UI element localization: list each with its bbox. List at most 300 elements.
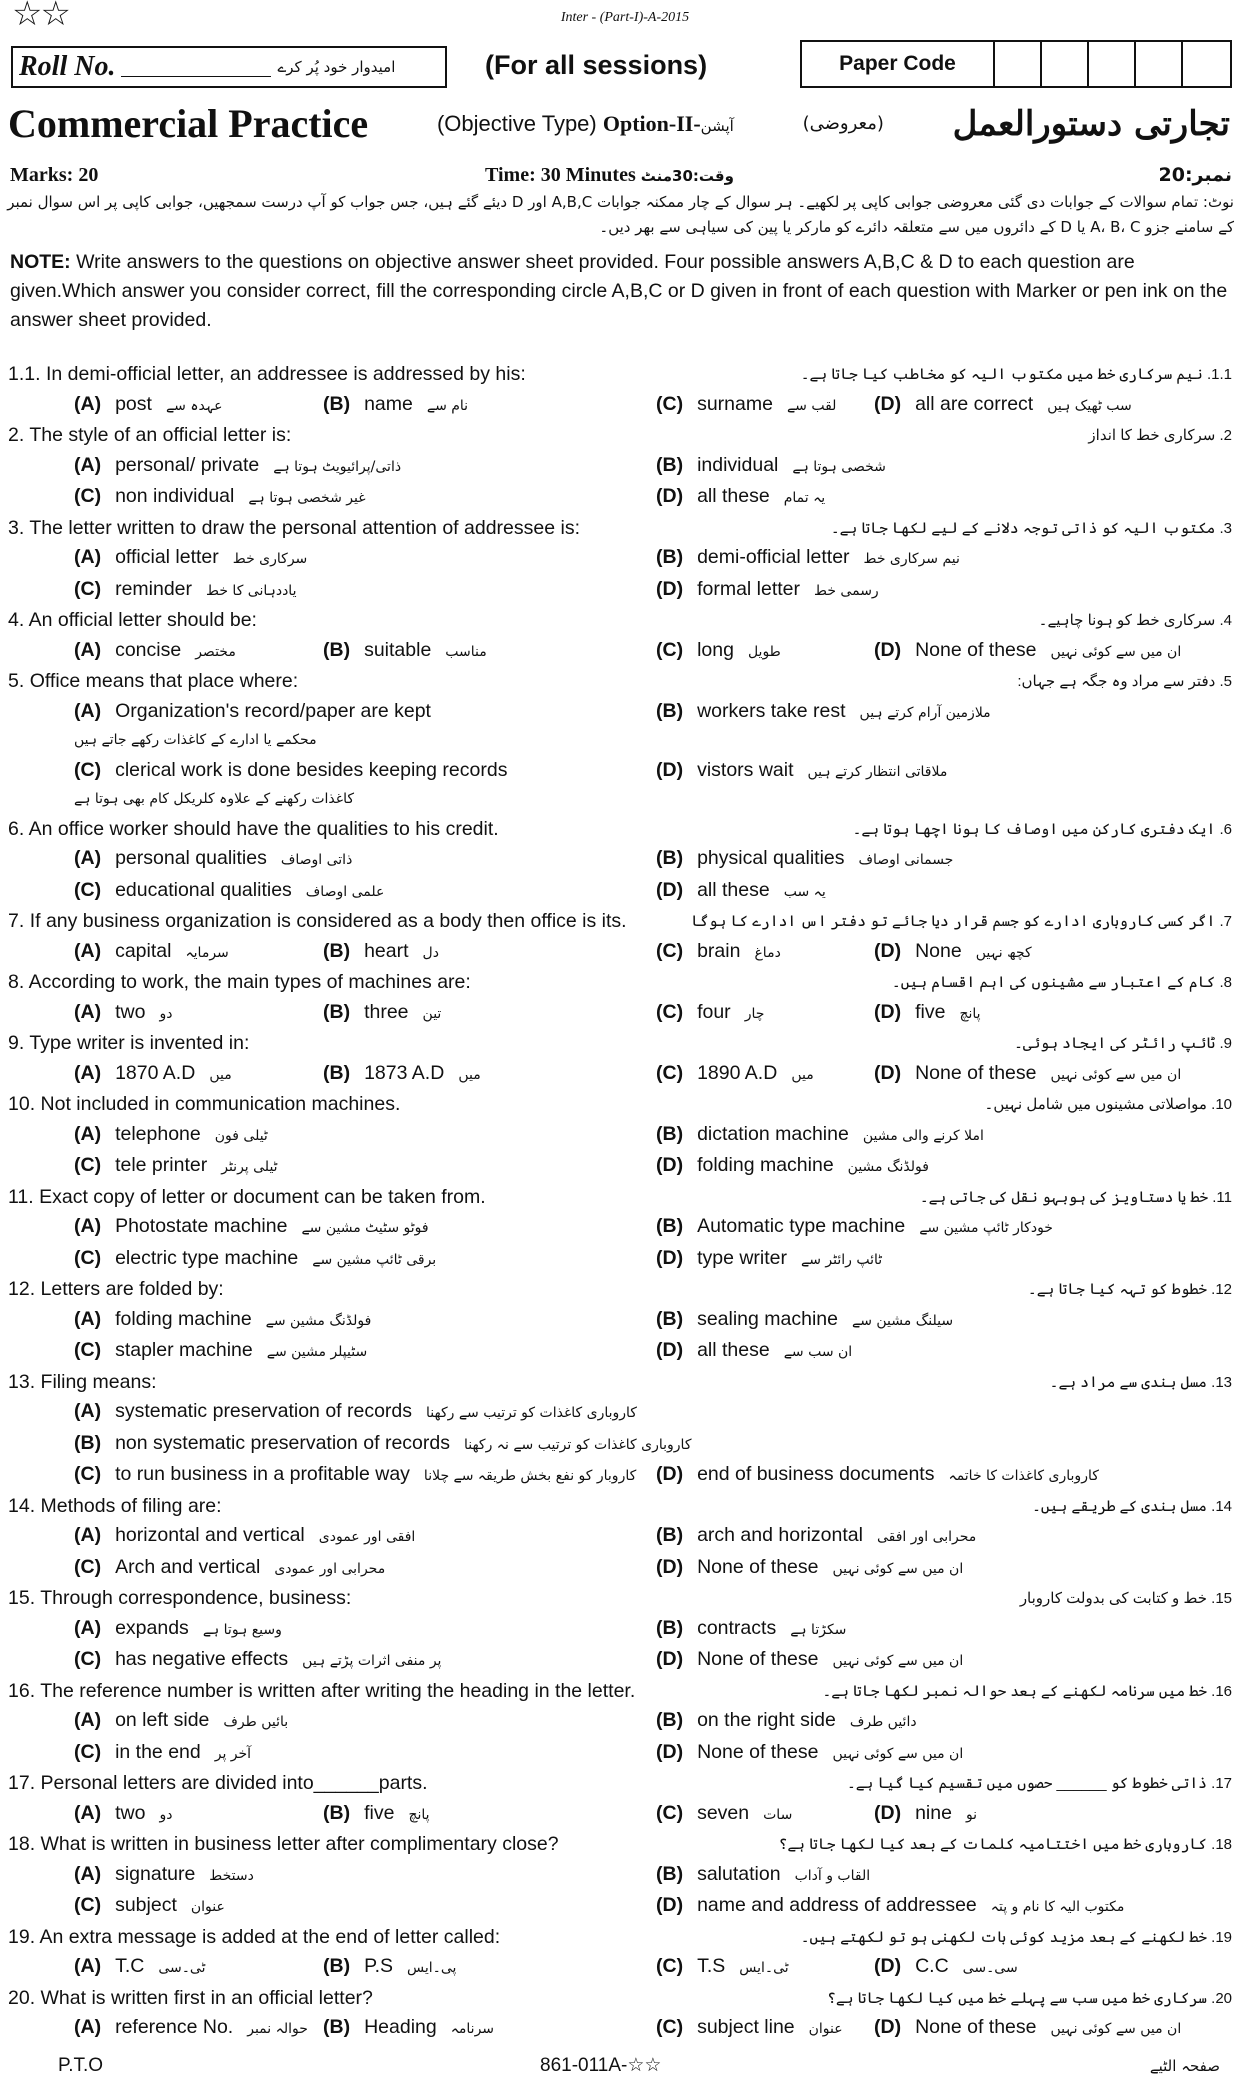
option-english: Automatic type machine [697,1215,906,1237]
question-english: Personal letters are divided into______parts. [40,1772,428,1794]
question-number: 10. [8,1093,36,1115]
option-urdu: عنوان [808,2021,843,2037]
option-a[interactable] [74,1860,656,1892]
option-label: (B) [656,1215,684,1237]
option-label: (B) [656,1862,684,1885]
option-urdu: سرمایہ [185,944,229,961]
option-english: four [697,1000,731,1023]
question-number: 17. [8,1772,36,1794]
option-english: T.S [697,1955,726,1977]
option-english: T.C [115,1955,145,1977]
option-c[interactable] [74,482,656,514]
option-english: subject [115,1894,177,1916]
option-label: (D) [656,1894,684,1916]
option-c[interactable] [74,1336,656,1368]
question-number-urdu: 3 [1223,519,1232,537]
options-line [0,1891,1250,1923]
question-number: 4. [8,609,25,631]
question-text [8,968,471,998]
question-english: Letters are folded by: [40,1278,224,1300]
option-c[interactable] [656,937,874,969]
option-label: (A) [74,546,102,568]
option-d[interactable] [656,1891,1234,1923]
option-urdu: نو [965,1806,978,1823]
option-urdu: سب ٹھیک ہیں [1047,397,1132,414]
option-label: (C) [74,878,102,901]
option-d[interactable] [656,1645,1234,1677]
option-label: (A) [74,1709,102,1731]
option-urdu: پر منفی اثرات پڑتے ہیں [302,1653,442,1669]
option-english: five [364,1801,395,1824]
question-english: Type writer is invented in: [29,1032,250,1054]
option-c[interactable] [656,636,874,668]
paper-code-cell[interactable] [1136,42,1183,86]
option-english: seven [697,1801,750,1824]
paper-code-cell[interactable] [1089,42,1136,86]
question-text-urdu: سرکاری خط کا انداز [1088,427,1216,444]
option-a[interactable] [74,1212,656,1244]
option-label: (B) [323,1000,351,1023]
option-c[interactable] [74,1244,656,1276]
option-c[interactable] [74,1738,656,1770]
option-urdu: ٹیلی پرنٹر [221,1159,278,1175]
option-english: dictation machine [697,1122,849,1145]
option-c[interactable] [656,998,874,1030]
option-c[interactable] [74,876,656,908]
option-c[interactable] [74,1553,656,1585]
question-line [0,1584,1250,1614]
question-number: 9. [8,1032,25,1054]
turn-page-urdu: صفحہ الٹیے [1149,2056,1220,2075]
question-urdu: 10. مواصلاتی مشینوں میں شامل نہیں۔ [984,1096,1232,1113]
options-line [0,876,1250,908]
time-allowed [485,164,734,187]
option-c[interactable] [74,1460,656,1492]
objective-urdu: (معروضی) [802,113,884,134]
question-number-urdu: 2 [1223,427,1232,444]
option-urdu: تین [422,1005,442,1022]
option-a[interactable] [74,1305,656,1337]
paper-code-cell[interactable] [1183,42,1230,86]
option-a[interactable] [74,543,656,575]
option-label: (D) [656,1246,684,1269]
roll-number-box[interactable] [11,46,447,88]
question-number: 6. [8,817,25,840]
option-urdu: جسمانی اوصاف [858,852,954,868]
option-b[interactable] [323,1799,656,1831]
question-line [0,1492,1250,1522]
options-line [0,1553,1250,1585]
option-english: Heading [364,2016,437,2038]
question-text [8,1183,486,1213]
option-english: electric type machine [115,1246,299,1269]
exam-series: Inter - (Part-I)-A-2015 [560,10,690,25]
question-text-urdu: اگر کسی کاروباری ادارے کو جسم قرار دیا جائے تو دفتر اس ادارے کا ہوگا [691,913,1216,930]
option-urdu: میں [458,1066,481,1083]
option-a[interactable] [74,1521,656,1553]
option-b[interactable] [656,1120,1234,1152]
option-urdu: ان میں سے کوئی نہیں [1050,1066,1182,1083]
option-urdu: برقی ٹائپ مشین سے [312,1251,437,1268]
question-line [0,667,1250,697]
question-text [8,1584,351,1614]
option-english: official letter [115,546,219,568]
options-line [0,1305,1250,1337]
question-number: 18. [8,1833,36,1855]
option-b[interactable] [323,937,656,969]
option-english: long [697,638,734,661]
question-text-urdu: ذاتی خطوط کو ______ حصوں میں تقسیم کیا گیا ہے۔ [846,1775,1207,1792]
option-c[interactable] [74,756,656,815]
roll-number-field[interactable] [121,57,271,77]
question-text [8,1984,373,2014]
option-a[interactable] [74,2013,323,2045]
option-urdu: میں [791,1066,814,1083]
option-english: brain [697,939,741,962]
option-label: (D) [874,638,902,661]
question-line [0,1923,1250,1953]
option-d[interactable] [874,998,1234,1030]
question-line [0,907,1250,937]
option-c[interactable] [656,1952,874,1984]
option-b[interactable] [656,1305,1234,1337]
question-text-urdu: خط میں سرنامہ لکھنے کے بعد حوالہ نمبر لکھا جاتا ہے۔ [822,1682,1207,1700]
option-label: (C) [74,1894,102,1916]
options-line [0,1059,1250,1091]
question-number-urdu: 13 [1215,1373,1232,1391]
paper-code-box[interactable] [800,40,1232,88]
question-text [8,1029,249,1059]
option-c[interactable] [656,1059,874,1091]
question-urdu: 15. خط و کتابت کی بدولت کاروبار [1019,1590,1232,1607]
option-label: (C) [656,1000,684,1023]
question-line [0,1090,1250,1120]
question-urdu: 4. سرکاری خط کو ہونا چاہیے۔ [1038,612,1232,629]
option-english: reference No. [115,2016,234,2038]
question-english: An extra message is added at the end of letter called: [39,1925,501,1948]
option-english: sealing machine [697,1307,838,1330]
options-line [0,844,1250,876]
options-line [0,1460,1250,1492]
question-english: In demi-official letter, an addressee is addressed by his: [45,363,526,385]
option-urdu: کاغذات رکھنے کے علاوہ کلریکل کام بھی ہوتا ہے [74,791,354,807]
paper-code-cell[interactable] [995,42,1042,86]
option-c[interactable] [74,1151,656,1183]
options-line [0,543,1250,575]
option-d[interactable] [874,636,1234,668]
option-a[interactable] [74,1397,1234,1429]
option-label: (B) [656,1122,684,1145]
option-a[interactable] [74,390,323,422]
option-label: (C) [74,1339,102,1361]
question-text-urdu: خط و کتابت کی بدولت کاروبار [1019,1590,1207,1607]
option-english: None of these [915,638,1037,661]
option-english: capital [115,939,172,962]
option-urdu: رسمی خط [814,582,879,599]
question-english: Methods of filing are: [40,1494,222,1517]
option-english: formal letter [697,577,801,600]
option-a[interactable] [74,1059,323,1091]
option-c[interactable] [74,1891,656,1923]
option-b[interactable] [656,451,1234,483]
option-label: (D) [656,577,684,600]
option-label: (A) [74,392,102,415]
option-english: post [115,392,152,415]
option-urdu: سرکاری خط [232,551,308,567]
question-number: 14. [8,1494,36,1517]
question-line [0,606,1250,636]
option-a[interactable] [74,1120,656,1152]
roll-instruction-urdu: امیدوار خود پُر کرے [277,58,396,76]
option-urdu: سیلنگ مشین سے [852,1312,954,1329]
option-a[interactable] [74,697,656,756]
option-d[interactable] [874,1059,1234,1091]
option-english: non individual [115,485,235,507]
option-label: (C) [74,1555,102,1578]
option-d[interactable] [874,390,1234,422]
option-b[interactable] [656,1212,1234,1244]
question-number: 13. [8,1370,36,1393]
option-d[interactable] [874,2013,1234,2045]
option-urdu: آخر پر [214,1745,252,1762]
option-c[interactable] [656,1799,874,1831]
option-d[interactable] [874,1952,1234,1984]
option-english: None of these [915,1061,1037,1084]
question-number: 1.1. [8,363,41,385]
option-c[interactable] [74,575,656,607]
option-a[interactable] [74,1614,656,1646]
option-urdu: دو [159,1806,173,1823]
option-b[interactable] [656,697,1234,756]
question-text [8,421,291,451]
option-label: (A) [74,1215,102,1237]
question-number: 5. [8,670,25,692]
option-b[interactable] [74,1429,1234,1461]
question-number-urdu: 8 [1223,974,1232,991]
question-line [0,1830,1250,1860]
option-english: clerical work is done besides keeping records [115,758,508,781]
option-d[interactable] [656,876,1234,908]
option-urdu: فولڈنگ مشین سے [265,1312,372,1329]
option-b[interactable] [323,2013,656,2045]
question-text-urdu: خط یا دستاویز کی ہوبہو نقل کی جاتی ہے۔ [919,1188,1209,1206]
option-urdu: محکمے یا ادارے کے کاغذات رکھے جاتے ہیں [74,732,317,748]
roll-label: Roll No. [19,51,116,82]
option-d[interactable] [656,1244,1234,1276]
option-d[interactable] [656,756,1234,815]
option-d[interactable] [656,575,1234,607]
option-urdu: عنوان [190,1899,225,1915]
question-urdu: 18. کاروباری خط میں اختتامیہ کلمات کے بعد کیا لکھا جاتا ہے؟ [778,1836,1232,1853]
question-english: Through correspondence, business: [40,1587,352,1609]
option-urdu: ان میں سے کوئی نہیں [1050,643,1182,660]
question-text [8,667,298,697]
option-c[interactable] [656,390,874,422]
option-c[interactable] [74,1645,656,1677]
option-label: (C) [656,1061,684,1084]
question-english: Office means that place where: [29,670,299,692]
option-label: (A) [74,638,102,661]
question-number: 2. [8,424,25,446]
option-b[interactable] [656,844,1234,876]
option-english: individual [697,453,779,476]
option-english: suitable [364,638,432,661]
option-a[interactable] [74,451,656,483]
option-urdu: ان سب سے [783,1344,853,1360]
option-urdu: غیر شخصی ہوتا ہے [248,490,366,506]
option-label: (B) [323,392,351,415]
option-english: folding machine [115,1307,252,1330]
question-number-urdu: 19 [1215,1928,1232,1946]
question-number: 16. [8,1679,36,1702]
question-text [8,815,499,845]
question-english: The letter written to draw the personal attention of addressee is: [29,516,580,539]
option-label: (C) [74,1740,102,1763]
option-d[interactable] [656,1336,1234,1368]
options-line [0,1120,1250,1152]
options-line [0,390,1250,422]
option-label: (C) [656,392,684,415]
option-english: personal/ private [115,453,260,476]
question-number-urdu: 17 [1215,1775,1232,1792]
option-label: (D) [656,1154,684,1176]
question-text [8,1769,428,1799]
option-a[interactable] [74,636,323,668]
option-urdu: ٹیلی فون [214,1127,268,1144]
option-urdu: چار [744,1005,765,1022]
option-label: (D) [874,939,902,962]
option-label: (B) [656,1616,684,1639]
option-label: (D) [874,1061,902,1084]
option-label: (D) [874,1000,902,1023]
question-english: Filing means: [40,1370,157,1393]
question-number-urdu: 18 [1215,1836,1232,1853]
option-a[interactable] [74,844,656,876]
question-number-urdu: 4 [1223,612,1232,629]
option-english: reminder [115,577,193,600]
option-d[interactable] [874,1799,1234,1831]
option-urdu: املا کرنے والی مشین [862,1127,984,1144]
option-english: concise [115,638,182,661]
option-d[interactable] [656,1151,1234,1183]
option-b[interactable] [323,998,656,1030]
option-urdu: ان میں سے کوئی نہیں [1050,2021,1182,2037]
question-english: An office worker should have the qualities to his credit. [28,817,499,840]
question-number: 3. [8,516,25,539]
option-b[interactable] [323,390,656,422]
question-urdu: 20. سرکاری خط میں سب سے پہلے خط میں کیا لکھا جاتا ہے؟ [827,1989,1232,2007]
option-c[interactable] [656,2013,874,2045]
option-urdu: کاروباری کاغذات کا خاتمہ [948,1468,1099,1484]
question-english: What is written first in an official letter? [40,1986,373,2009]
question-number: 8. [8,971,25,993]
option-a[interactable] [74,1952,323,1984]
option-a[interactable] [74,998,323,1030]
options-line [0,1738,1250,1770]
sessions-label: (For all sessions) [485,50,708,80]
option-urdu: آپشن [700,116,734,135]
question-urdu: 1.1. نیم سرکاری خط میں مکتوب الیہ کو مخاطب کیا جاتا ہے۔ [800,366,1232,383]
option-a[interactable] [74,937,323,969]
objective-type [437,111,734,137]
option-label: (A) [74,1061,102,1084]
question-text-urdu: دفتر سے مراد وہ جگہ ہے جہاں: [1017,673,1216,690]
option-urdu: دستخط [209,1867,254,1884]
option-b[interactable] [323,1059,656,1091]
option-english: physical qualities [697,847,845,869]
option-a[interactable] [74,1706,656,1738]
question-text [8,1830,559,1860]
option-label: (B) [323,1061,351,1084]
option-urdu: لقب سے [786,397,837,414]
question-english: The style of an official letter is: [29,424,292,446]
question-urdu: 19. خط لکھنے کے بعد مزید کوئی بات لکھنی ہو تو لکھتے ہیں۔ [800,1928,1232,1946]
option-b[interactable] [656,543,1234,575]
option-b[interactable] [656,1706,1234,1738]
option-english: folding machine [697,1154,834,1176]
option-english: all these [697,485,770,507]
question-english: What is written in business letter after complimentary close? [40,1833,559,1855]
option-label: (C) [656,1955,684,1977]
question-line [0,1183,1250,1213]
option-label: (A) [74,847,102,869]
option-a[interactable] [74,1799,323,1831]
options-line [0,1244,1250,1276]
option-b[interactable] [323,636,656,668]
option-b[interactable] [656,1860,1234,1892]
option-b[interactable] [656,1614,1234,1646]
paper-code-cell[interactable] [1042,42,1089,86]
option-english: P.S [364,1955,393,1977]
option-label: (A) [74,1955,102,1977]
question-english: Exact copy of letter or document can be taken from. [39,1185,486,1208]
question-number: 12. [8,1278,36,1300]
option-urdu: فوٹو سٹیٹ مشین سے [301,1220,429,1236]
option-english: None of these [697,1648,819,1670]
options-line [0,1397,1250,1429]
question-line [0,1275,1250,1305]
question-text [8,1923,500,1953]
option-label: (D) [656,1648,684,1670]
question-urdu: 3. مکتوب الیہ کو ذاتی توجہ دلانے کے لیے لکھا جاتا ہے۔ [830,519,1232,537]
option-english: telephone [115,1122,201,1145]
question-number: 20. [8,1986,36,2009]
question-line [0,360,1250,390]
option-urdu: یاددہانی کا خط [206,582,297,599]
question-english: According to work, the main types of machines are: [28,971,471,993]
option-b[interactable] [656,1521,1234,1553]
option-label: (C) [74,1648,102,1670]
question-number-urdu: 14 [1215,1497,1232,1515]
option-label: (B) [656,847,684,869]
option-english: heart [364,939,409,962]
option-b[interactable] [323,1952,656,1984]
option-d[interactable] [656,1460,1234,1492]
question-text-urdu: سرکاری خط میں سب سے پہلے خط میں کیا لکھا جاتا ہے؟ [827,1989,1207,2007]
option-urdu: دل [422,944,439,961]
option-urdu: عہدہ سے [165,397,223,414]
option-d[interactable] [656,482,1234,514]
question-text [8,1090,400,1120]
question-number-urdu: 7 [1223,913,1232,930]
question-line [0,968,1250,998]
option-urdu: ملاقاتی انتظار کرتے ہیں [807,763,948,780]
option-label: (C) [74,1463,102,1485]
option-urdu: حوالہ نمبر [247,2021,308,2037]
option-d[interactable] [656,1553,1234,1585]
option-d[interactable] [874,937,1234,969]
option-d[interactable] [656,1738,1234,1770]
